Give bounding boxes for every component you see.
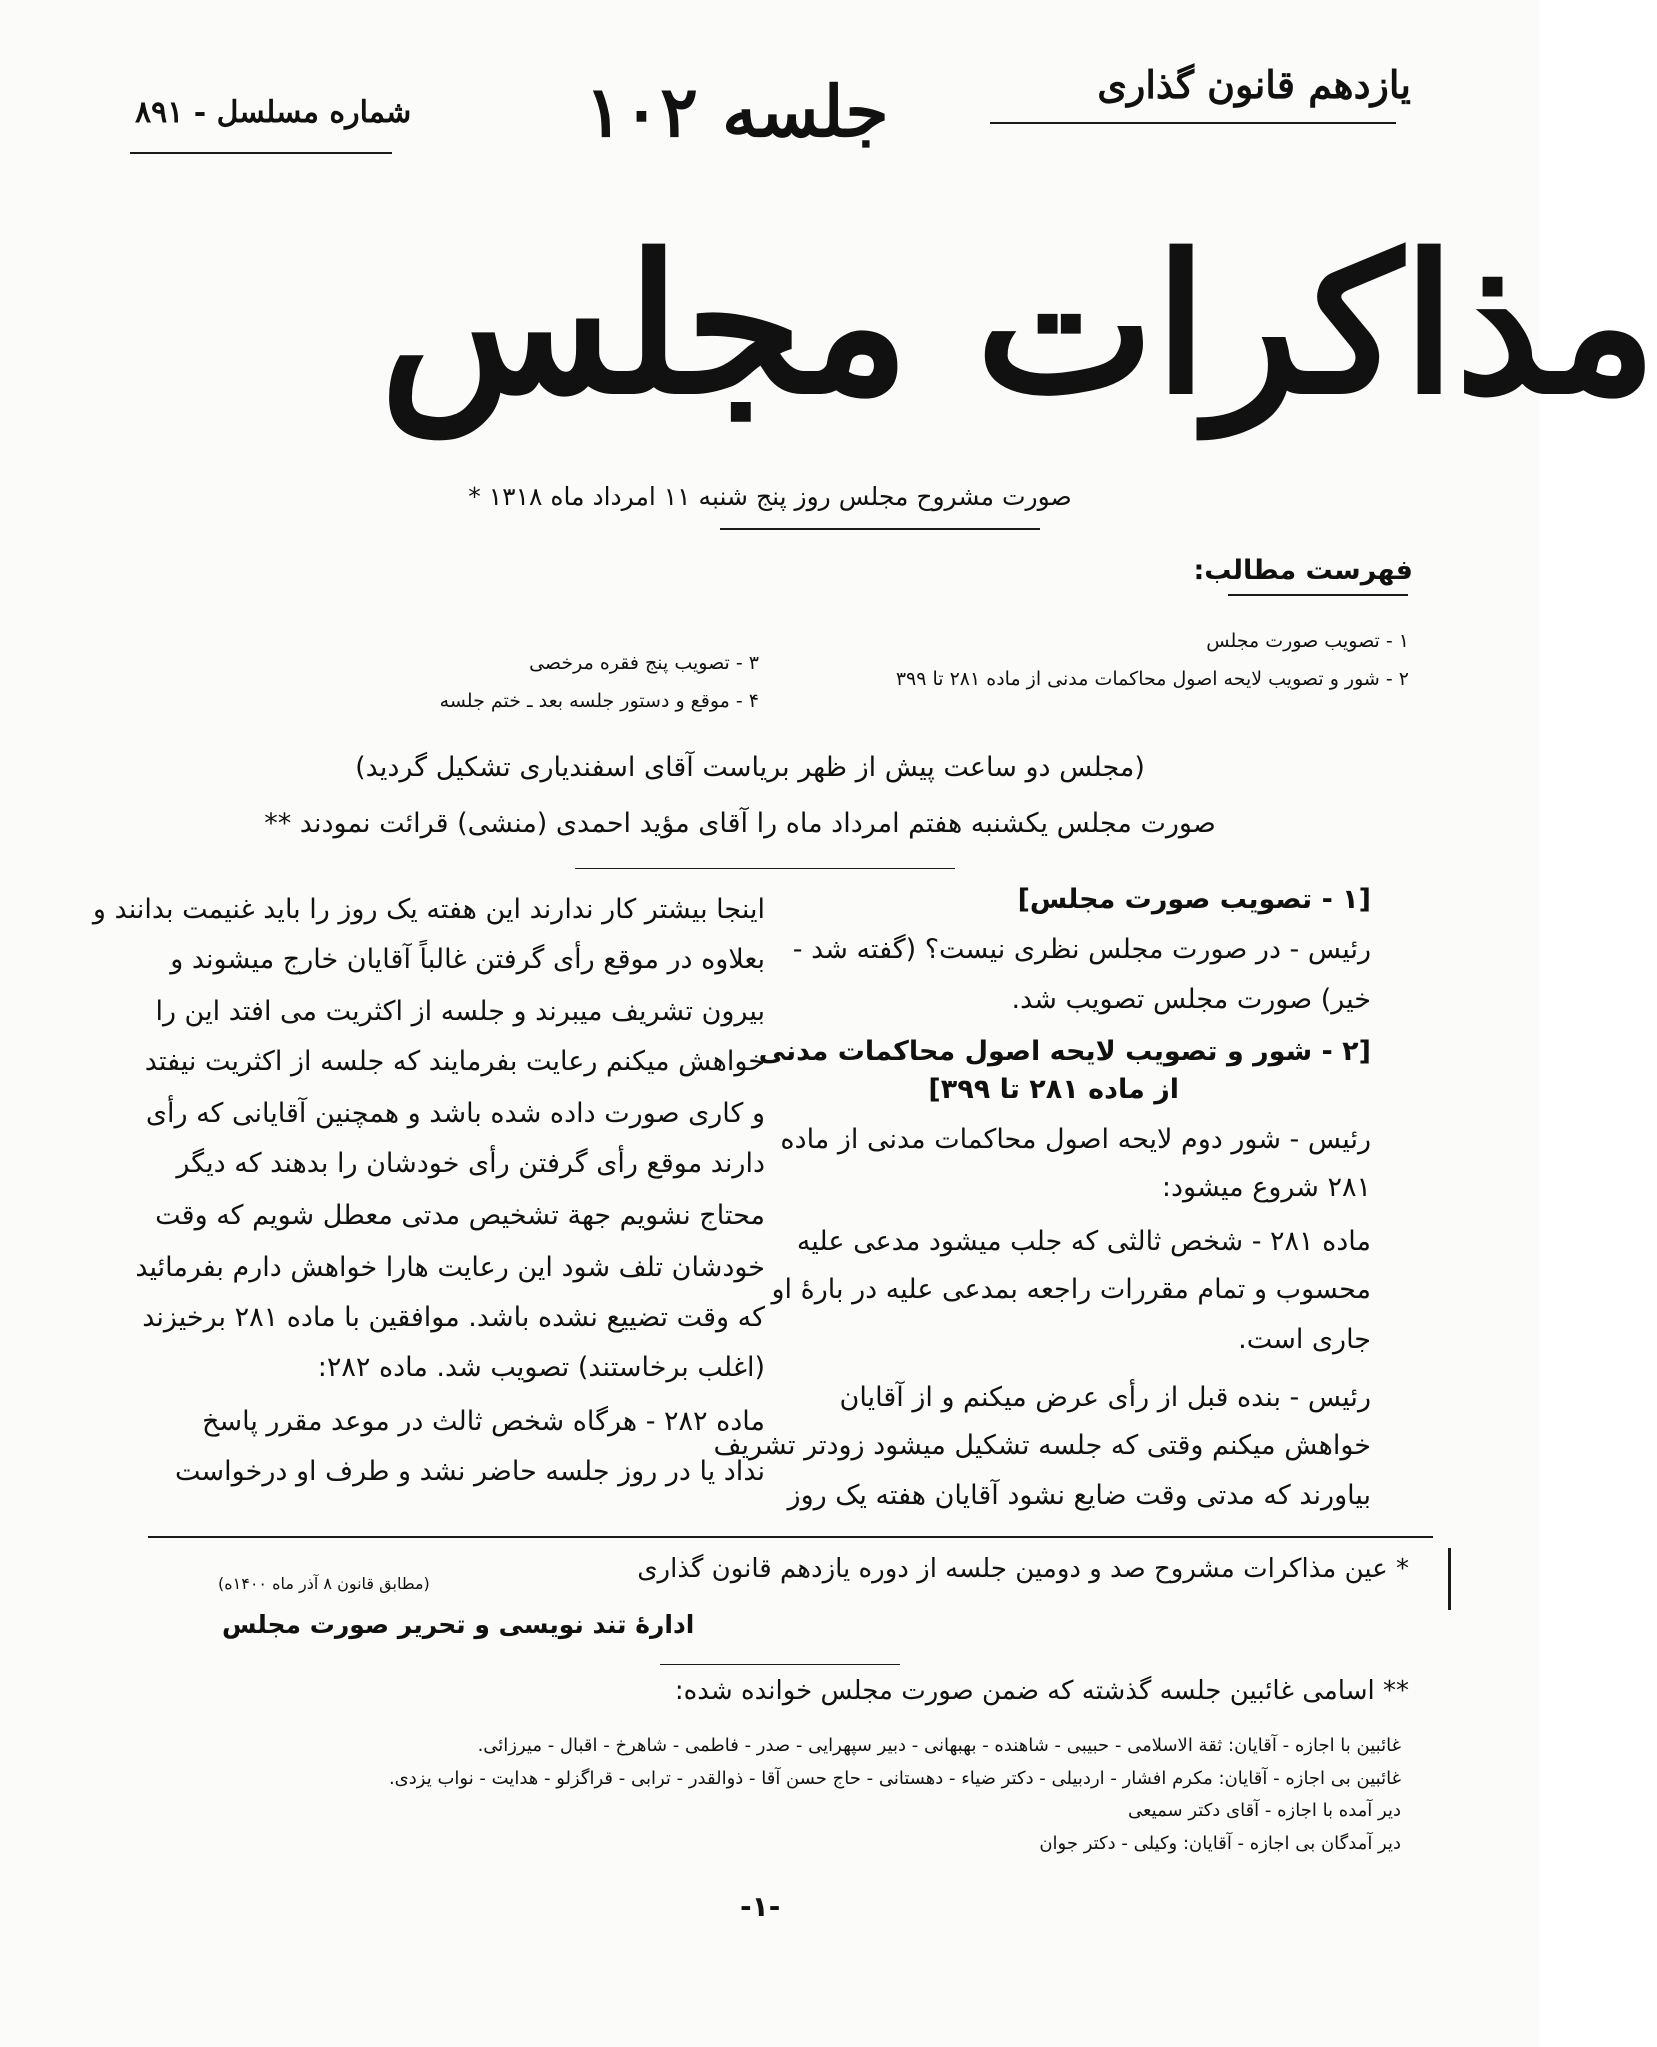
page-number: -۱- — [740, 1890, 781, 1923]
masthead-title: مذاکرات مجلس — [380, 213, 1657, 436]
left-col-line-12: نداد یا در روز جلسه حاضر نشد و طرف او درخواست — [175, 1456, 765, 1487]
term-underline — [990, 122, 1396, 124]
absentees-with-leave: غائبین با اجازه - آقایان: ثقة الاسلامی - حبیبی - شاهنده - بهبهانی - دبیر سپهرایی - صدر - فاطمی - شاهرخ - اقبال - میرزائی. — [477, 1735, 1401, 1756]
serial-underline — [130, 152, 392, 154]
left-col-line-6: دارند موقع رأی گرفتن رأی خودشان را بدهند که دیگر — [176, 1148, 765, 1179]
right-col-line-1: [۱ - تصویب صورت مجلس] — [1017, 884, 1371, 915]
left-col-line-7: محتاج نشویم جهة تشخیص مدتی معطل شویم که وقت — [155, 1200, 765, 1231]
right-margin-mark — [1448, 1548, 1451, 1610]
right-col-line-7: ۲۸۱ شروع میشود: — [1161, 1172, 1371, 1203]
right-col-line-9: محسوب و تمام مقررات راجعه بمدعی علیه در بارهٔ او — [771, 1274, 1371, 1305]
left-col-line-1: اینجا بیشتر کار ندارند این هفته یک روز را باید غنیمت بدانند و — [92, 894, 765, 925]
left-col-line-4: خواهش میکنم رعایت بفرمایند که جلسه از اکثریت نیفتد — [144, 1046, 765, 1077]
toc-title: فهرست مطالب: — [1193, 555, 1413, 586]
right-col-line-6: رئیس - شور دوم لایحه اصول محاکمات مدنی از ماده — [780, 1124, 1371, 1155]
right-col-line-12: خواهش میکنم وقتی که جلسه تشکیل میشود زودتر تشریف — [713, 1430, 1371, 1461]
late-without-leave: دیر آمدگان بی اجازه - آقایان: وکیلی - دکتر جوان — [1039, 1833, 1401, 1854]
toc-title-underline — [1228, 594, 1408, 596]
legislative-term: یازدهم قانون گذاری — [1097, 62, 1411, 107]
footnote-separator — [660, 1664, 900, 1665]
law-reference: (مطابق قانون ۸ آذر ماه ۱۴۰۰ه) — [218, 1574, 430, 1593]
left-col-line-10: (اغلب برخاستند) تصویب شد. ماده ۲۸۲: — [317, 1352, 765, 1383]
serial-number: شماره مسلسل - ۸۹۱ — [135, 95, 412, 130]
absentees-without-leave: غائبین بی اجازه - آقایان: مکرم افشار - اردبیلی - دکتر ضیاء - دهستانی - حاج حسن آقا - ذوالقدر - ترابی - قراگزلو - هدایت - نواب یزدی. — [388, 1768, 1401, 1789]
right-col-line-13: بیاورند که مدتی وقت ضایع نشود آقایان هفته یک روز — [787, 1480, 1371, 1511]
toc-item-3: ۳ - تصویب پنج فقره مرخصی — [529, 652, 759, 674]
right-col-line-11: رئیس - بنده قبل از رأی عرض میکنم و از آقایان — [839, 1382, 1371, 1413]
footnote-1: * عین مذاکرات مشروح صد و دومین جلسه از دوره یازدهم قانون گذاری — [637, 1554, 1409, 1584]
subtitle-underline — [720, 528, 1040, 530]
opening-line-2: صورت مجلس یکشنبه هفتم امرداد ماه را آقای مؤید احمدی (منشی) قرائت نمودند ** — [264, 808, 1216, 839]
left-col-line-2: بعلاوه در موقع رأی گرفتن غالباً آقایان خارج میشوند و — [170, 944, 765, 975]
session-subtitle: صورت مشروح مجلس روز پنج شنبه ۱۱ امرداد ماه ۱۳۱۸ * — [468, 482, 1072, 511]
stenography-office: ادارهٔ تند نویسی و تحریر صورت مجلس — [222, 1610, 695, 1639]
columns-bottom-rule — [148, 1536, 1433, 1538]
toc-item-2: ۲ - شور و تصویب لایحه اصول محاکمات مدنی از ماده ۲۸۱ تا ۳۹۹ — [895, 668, 1409, 690]
left-col-line-5: و کاری صورت داده شده باشد و همچنین آقایانی که رأی — [145, 1098, 765, 1129]
right-col-line-10: جاری است. — [1238, 1324, 1371, 1355]
toc-item-4: ۴ - موقع و دستور جلسه بعد ـ ختم جلسه — [439, 690, 759, 712]
late-with-leave: دیر آمده با اجازه - آقای دکتر سمیعی — [1128, 1800, 1401, 1821]
footnote-2: ** اسامی غائبین جلسه گذشته که ضمن صورت مجلس خوانده شده: — [674, 1676, 1409, 1706]
opening-separator — [575, 868, 955, 869]
left-col-line-3: بیرون تشریف میبرند و جلسه از اکثریت می افتد این را — [155, 996, 765, 1027]
right-col-line-5: از ماده ۲۸۱ تا ۳۹۹] — [928, 1074, 1179, 1105]
left-col-line-11: ماده ۲۸۲ - هرگاه شخص ثالث در موعد مقرر پاسخ — [202, 1406, 765, 1437]
opening-line-1: (مجلس دو ساعت پیش از ظهر بریاست آقای اسفندیاری تشکیل گردید) — [355, 752, 1145, 783]
right-col-line-8: ماده ۲۸۱ - شخص ثالثی که جلب میشود مدعی علیه — [796, 1226, 1371, 1257]
left-col-line-9: که وقت تضییع نشده باشد. موافقین با ماده ۲۸۱ برخیزند — [142, 1302, 765, 1333]
session-number: جلسه ۱۰۲ — [585, 70, 889, 153]
right-col-line-4: [۲ - شور و تصویب لایحه اصول محاکمات مدنی — [758, 1036, 1371, 1067]
right-col-line-2: رئیس - در صورت مجلس نظری نیست؟ (گفته شد - — [792, 934, 1371, 965]
right-col-line-3: خیر) صورت مجلس تصویب شد. — [1011, 984, 1371, 1015]
left-col-line-8: خودشان تلف شود این رعایت هارا خواهش دارم بفرمائید — [135, 1252, 765, 1283]
toc-item-1: ۱ - تصویب صورت مجلس — [1206, 630, 1409, 652]
